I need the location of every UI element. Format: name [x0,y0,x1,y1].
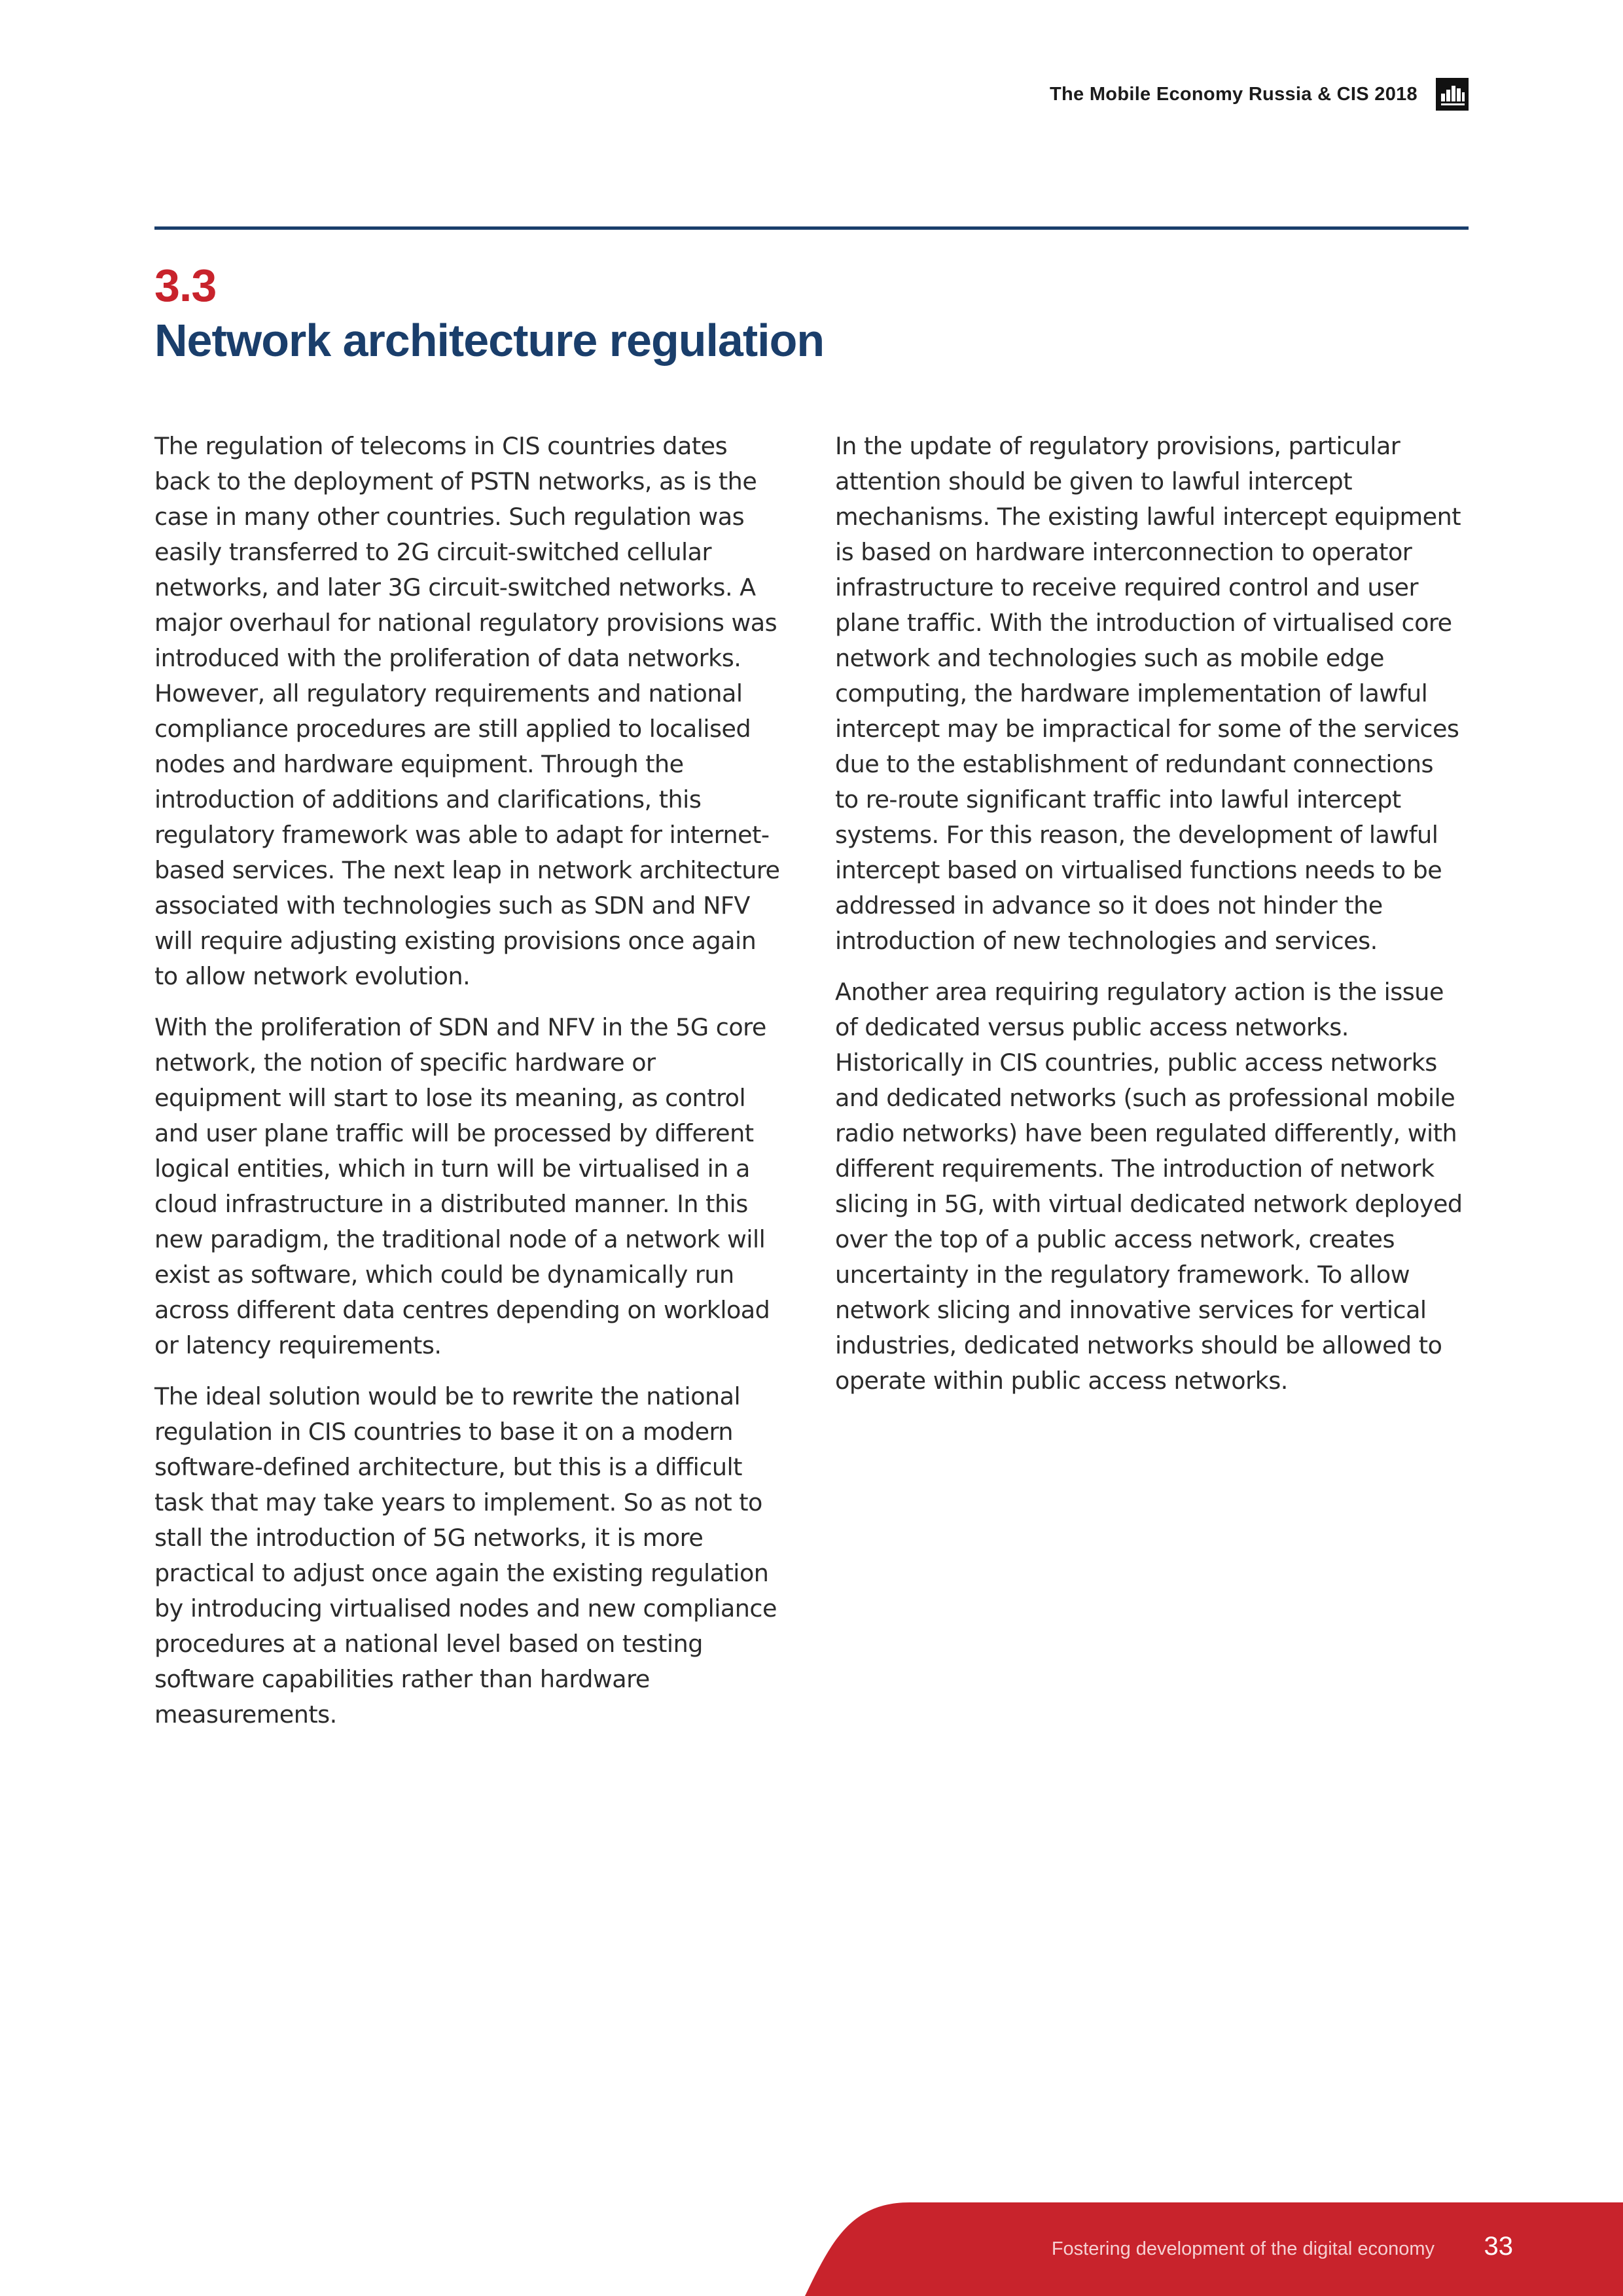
section-title: Network architecture regulation [154,315,825,366]
section-number: 3.3 [154,260,217,311]
header-divider [154,226,1469,230]
paragraph: The ideal solution would be to rewrite the national regulation in CIS countries to base it on a modern software-defined architecture, but this is a difficult task that may take years to implement. So as not to stall the introduction of 5G networks, it is more practical to adjust once again the existing regulation by introducing virtualised nodes and new compliance procedures at a national level based on testing software capabilities rather than hardware measurements. [154,1382,777,1729]
gsma-logo-icon [1436,78,1469,111]
paragraph: Another area requiring regulatory action is the issue of dedicated versus public access networks. Historically in CIS countries, public access networks and dedicated networks (such as professional mobile radio networks) have been regulated differently, with different requirements. The introduction of network slicing in 5G, with virtual dedicated network deployed over the top of a public access network, creates uncertainty in the regulatory framework. To allow network slicing and innovative services for vertical industries, dedicated networks should be allowed to operate within public access networks. [835,978,1463,1395]
paragraph: The regulation of telecoms in CIS countries dates back to the deployment of PSTN networks, as is the case in many other countries. Such regulation was easily transferred to 2G circuit-switched cellular networks, and later 3G circuit-switched networks. A major overhaul for national regulatory provisions was introduced with the proliferation of data networks. However, all regulatory requirements and national compliance procedures are still applied to localised nodes and hardware equipment. Through the introduction of additions and clarifications, this regulatory framework was able to adapt for internet-based services. The next leap in network architecture associated with technologies such as SDN and NFV will require adjusting existing provisions once again to allow network evolution. [154,432,780,990]
publication-title: The Mobile Economy Russia & CIS 2018 [1050,83,1418,105]
paragraph: In the update of regulatory provisions, particular attention should be given to lawful intercept mechanisms. The existing lawful intercept equipment is based on hardware interconnection to operator infrastructure to receive required control and user plane traffic. With the introduction of virtualised core network and technologies such as mobile edge computing, the hardware implementation of lawful intercept may be impractical for some of the services due to the establishment of redundant connections to re-route significant traffic into lawful intercept systems. For this reason, the development of lawful intercept based on virtualised functions needs to be addressed in advance so it does not hinder the introduction of new technologies and services. [835,432,1461,955]
page-header [1050,77,1469,111]
footer-caption: Fostering development of the digital economy [1051,2238,1435,2259]
paragraph: With the proliferation of SDN and NFV in the 5G core network, the notion of specific hardware or equipment will start to lose its meaning, as control and user plane traffic will be processed by different logical entities, which in turn will be virtualised in a cloud infrastructure in a distributed manner. In this new paradigm, the traditional node of a network will exist as software, which could be dynamically run across different data centres depending on workload or latency requirements. [154,1013,770,1359]
left-column [154,429,783,1748]
right-column [835,429,1463,1414]
page-number: 33 [1484,2232,1513,2261]
